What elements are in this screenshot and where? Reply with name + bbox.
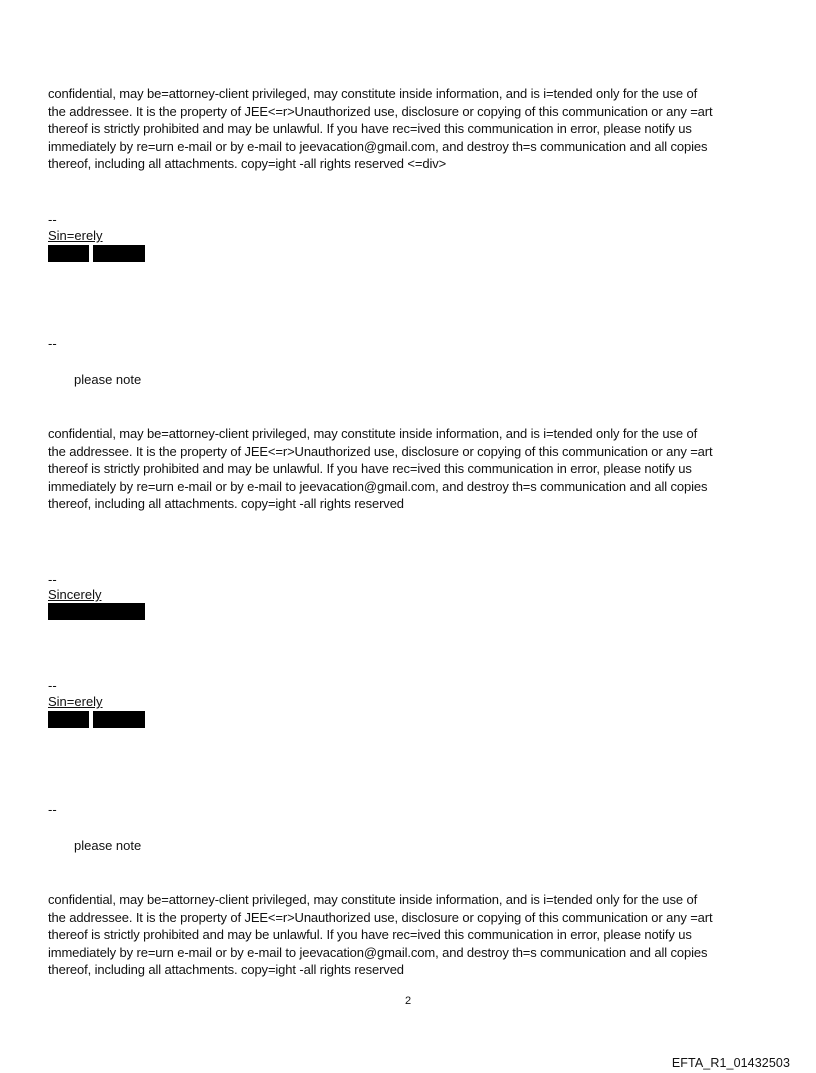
redaction-bar: [48, 245, 89, 262]
signature-separator: --: [48, 572, 57, 587]
redaction-bar: [93, 711, 145, 728]
disclaimer-line: confidential, may be=attorney-client privileged, may constitute inside information, and is i=tended only for the use of: [48, 426, 698, 441]
signature-separator: --: [48, 212, 57, 227]
disclaimer-line: immediately by re=urn e-mail or by e-mail to jeevacation@gmail.com, and destroy th=s communication and all copies: [48, 478, 708, 494]
disclaimer-paragraph: [48, 85, 758, 173]
disclaimer-line: thereof, including all attachments. copy=ight -all rights reserved: [48, 496, 404, 512]
disclaimer-line: thereof is strictly prohibited and may be unlawful. If you have rec=ived this communication in error, please notify us: [48, 121, 692, 137]
disclaimer-paragraph: [48, 425, 758, 513]
document-id: EFTA_R1_01432503: [671, 1056, 790, 1070]
redaction-bar: [48, 603, 145, 620]
note-label: please note: [74, 372, 142, 387]
disclaimer-line: confidential, may be=attorney-client privileged, may constitute inside information, and is i=tended only for the use of: [48, 86, 698, 101]
redaction-bar: [48, 711, 89, 728]
signature-separator: --: [48, 802, 57, 817]
signature-closing: Sincerely: [48, 587, 102, 602]
signature-closing: Sin=erely: [48, 694, 103, 709]
disclaimer-line: the addressee. It is the property of JEE<=r>Unauthorized use, disclosure or copying of this communication or any =art: [48, 443, 713, 459]
disclaimer-line: the addressee. It is the property of JEE<=r>Unauthorized use, disclosure or copying of this communication or any =art: [48, 909, 713, 925]
disclaimer-line: immediately by re=urn e-mail or by e-mail to jeevacation@gmail.com, and destroy th=s communication and all copies: [48, 944, 708, 960]
disclaimer-line: immediately by re=urn e-mail or by e-mail to jeevacation@gmail.com, and destroy th=s communication and all copies: [48, 138, 708, 154]
signature-separator: --: [48, 678, 57, 693]
signature-separator: --: [48, 336, 57, 351]
disclaimer-line: the addressee. It is the property of JEE<=r>Unauthorized use, disclosure or copying of this communication or any =art: [48, 103, 713, 119]
disclaimer-line: thereof is strictly prohibited and may be unlawful. If you have rec=ived this communication in error, please notify us: [48, 927, 692, 943]
disclaimer-line: thereof, including all attachments. copy=ight -all rights reserved: [48, 962, 404, 978]
note-label: please note: [74, 838, 142, 853]
page-number: 2: [404, 995, 412, 1007]
disclaimer-line: thereof is strictly prohibited and may be unlawful. If you have rec=ived this communication in error, please notify us: [48, 461, 692, 477]
disclaimer-line: thereof, including all attachments. copy=ight -all rights reserved <=div>: [48, 156, 447, 172]
redaction-bar: [93, 245, 145, 262]
disclaimer-paragraph: [48, 891, 758, 979]
signature-closing: Sin=erely: [48, 228, 103, 243]
disclaimer-line: confidential, may be=attorney-client privileged, may constitute inside information, and is i=tended only for the use of: [48, 892, 698, 907]
